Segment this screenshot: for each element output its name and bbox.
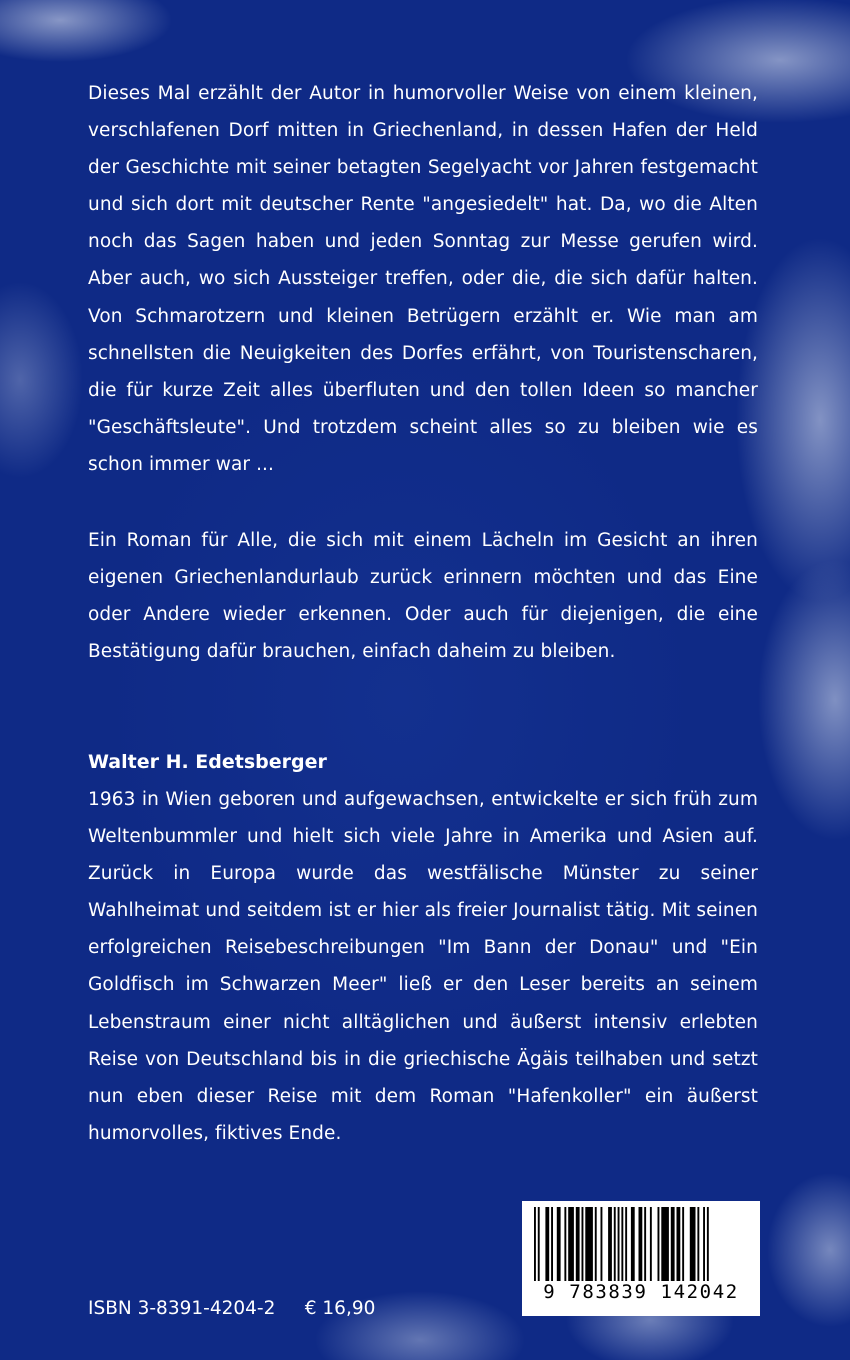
- isbn-number: ISBN 3-8391-4204-2: [88, 1298, 276, 1319]
- barcode-bar: [538, 1207, 540, 1281]
- barcode-bar: [703, 1207, 705, 1281]
- barcode-bar: [658, 1207, 660, 1281]
- barcode-digits: 9 783839 142042: [543, 1281, 739, 1303]
- barcode-bar: [697, 1207, 699, 1281]
- barcode-bar: [614, 1207, 616, 1281]
- barcode-bar: [576, 1207, 580, 1281]
- barcode-bar: [568, 1207, 574, 1281]
- barcode-bar: [707, 1207, 709, 1281]
- barcode-bar: [682, 1207, 684, 1281]
- isbn-price-line: [88, 1292, 375, 1326]
- price: € 16,90: [304, 1298, 376, 1319]
- barcode-bar: [661, 1207, 669, 1281]
- barcode-bar: [608, 1207, 612, 1281]
- barcode-bar: [582, 1207, 584, 1281]
- barcode-bar: [671, 1207, 675, 1281]
- barcode-bar: [690, 1207, 696, 1281]
- barcode-bar: [639, 1207, 643, 1281]
- barcode-bar: [621, 1207, 623, 1281]
- author-name: Walter H. Edetsberger: [88, 751, 327, 773]
- blurb-paragraph-2: Ein Roman für Alle, die sich mit einem Lächeln im Gesicht an ihren eigenen Griechenlandurlaub zurück erinnern möchten und das Eine oder Andere wieder erkennen. Oder auch für diejenigen, die eine Bestätigung dafür brauchen, einfach daheim zu bleiben.: [88, 530, 758, 663]
- barcode-bar: [650, 1207, 652, 1281]
- barcode-bar: [551, 1207, 553, 1281]
- barcode-bar: [631, 1207, 635, 1281]
- barcode-bar: [625, 1207, 627, 1281]
- blurb-paragraph-1: Dieses Mal erzählt der Autor in humorvoller Weise von einem kleinen, verschlafenen Dorf mitten in Griechenland, in dessen Hafen der Held der Geschichte mit seiner betagten Segelyacht vor Jahren festgemacht und sich dort mit deutscher Rente "angesiedelt" hat. Da, wo die Alten noch das Sagen haben und jeden Sonntag zur Messe gerufen wird. Aber auch, wo sich Aussteiger treffen, oder die, die sich dafür halten. Von Schmarotzern und kleinen Betrügern erzählt er. Wie man am schnellsten die Neuigkeiten des Dorfes erfährt, von Touristenscharen, die für kurze Zeit alles überfluten und den tollen Ideen so mancher "Geschäftsleute". Und trotzdem scheint alles so zu bleiben wie es schon immer war ...: [88, 83, 758, 475]
- barcode-bar: [557, 1207, 561, 1281]
- barcode-bar: [534, 1207, 536, 1281]
- author-bio: 1963 in Wien geboren und aufgewachsen, entwickelte er sich früh zum Weltenbummler und hielt sich viele Jahre in Amerika und Asien auf. Zurück in Europa wurde das westfälische Münster zu seiner Wahlheimat und seitdem ist er hier als freier Journalist tätig. Mit seinen erfolgreichen Reisebeschreibungen "Im Bann der Donau" und "Ein Goldfisch im Schwarzen Meer" ließ er den Leser bereits an seinem Lebenstraum einer nicht alltäglichen und äußerst intensiv erlebten Reise von Deutschland bis in die griechische Ägäis teilhaben und setzt nun eben dieser Reise mit dem Roman "Hafenkoller" ein äußerst humorvolles, fiktives Ende.: [88, 789, 758, 1144]
- barcode-bar: [585, 1207, 593, 1281]
- barcode-bar: [677, 1207, 681, 1281]
- barcode-bar: [545, 1207, 549, 1281]
- barcode-bar: [601, 1207, 603, 1281]
- barcode: [522, 1201, 760, 1316]
- barcode-bar: [595, 1207, 597, 1281]
- barcode-bar: [618, 1207, 620, 1281]
- barcode-bar: [564, 1207, 566, 1281]
- barcode-bars-icon: [532, 1207, 750, 1281]
- barcode-bar: [644, 1207, 646, 1281]
